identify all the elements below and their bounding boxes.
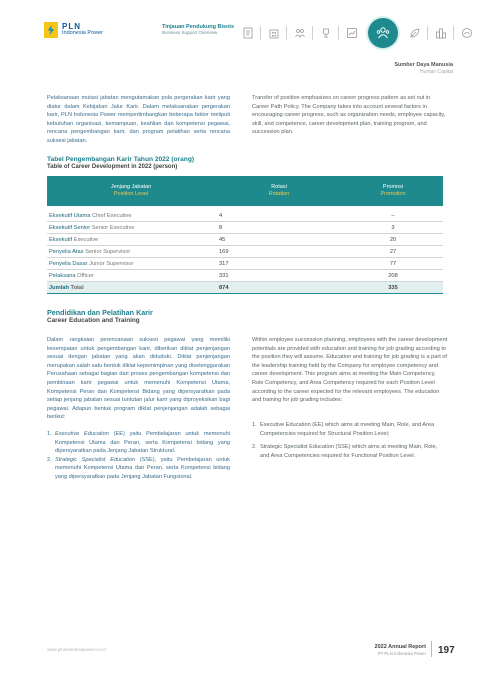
- table-row: Penyelia Atas Senior Supervisor 169 27: [47, 246, 443, 258]
- section-heading-en: Career Education and Training: [47, 317, 140, 324]
- intro-paragraph-id: Pelaksanaan mutasi jabatan mengutamakan pola pergerakan karir yang diatur dalam Kebijakan Jalur Karir. Dalam melaksanakan pergerakan karir, PLN Indonesia Power mempertimbangkan beberapa faktor meliputi kebutuhan organisasi, kemampuan, keahlian dan kompetensi pegawai, rencana pengembangan karir, dan program pelatihan serta rencana suksesi jabatan.: [47, 95, 230, 144]
- subsection-title-en: Human Capital: [419, 68, 453, 75]
- table-title-id: Tabel Pengembangan Karir Tahun 2022 (orang): [47, 156, 195, 163]
- people-icon[interactable]: [288, 22, 311, 45]
- table-title-en: Table of Career Development in 2022 (person): [47, 163, 178, 170]
- building-icon[interactable]: [262, 22, 285, 45]
- leaf-icon[interactable]: [403, 22, 426, 45]
- section-title-id: Tinjauan Pendukung Bisnis: [162, 24, 235, 30]
- nav-divider: [260, 26, 261, 40]
- table-header: [47, 176, 443, 206]
- section-title: [162, 24, 234, 35]
- footer-report-title: 2022 Annual Report: [374, 644, 426, 650]
- header-rotation: Rotasi Rotation: [268, 184, 290, 197]
- section-title-en: Business Support Overview: [162, 30, 218, 36]
- table-total-row: Jumlah Total 874 335: [47, 282, 443, 294]
- nav-divider: [286, 26, 287, 40]
- intro-paragraph-en: Transfer of position emphasizes on career progress pattern as set out in Career Path Policy. The Company takes into account several factors in encouraging career progress, such as organization needs, employee capacity, skill, and competence, career development plan, training program, and succession plan.: [252, 95, 446, 136]
- nav-divider: [312, 26, 313, 40]
- training-list-en: [252, 421, 448, 460]
- table-title: [47, 156, 194, 170]
- logo-subtitle: Indonesia Power: [62, 30, 103, 37]
- list-item: 2. Strategic Specialist Education (SSE) which aims at meeting Main, Role, and Area Competencies required for Functional Position Level.: [252, 444, 438, 459]
- city-icon[interactable]: [429, 22, 452, 45]
- training-paragraph-en: Within employee succession planning, employees with the career development potentials are provided with education and training for job grading according to the position they will assume. Education and training for job grading is a part of the leadership training held by the Company for employee competency and career development. This program aims at meeting the Main Competency, Role Competency, and Area Competency required for each Position Level according to the career expected for the relevant employees. The education and training for job grading includes:: [252, 337, 448, 404]
- career-development-table: [47, 176, 443, 294]
- chart-icon[interactable]: [340, 22, 363, 45]
- nav-divider: [338, 26, 339, 40]
- training-paragraph-id: Dalam rangkaian perencanaan suksesi pegawai yang memiliki kesempatan untuk pengembangan karir, diberikan diklat penjenjangan sesuai dengan jabatan yang akan diduduki. Diklat penjenjangan merupakan salah satu bentuk diklat kepemimpinan yang diselenggarakan Perusahaan sebagai bagian dari proses pengembangan kompetensi dan pembinaan karir pegawai untuk memenuhi Kompetensi Utama, Kompetensi Peran dan Kompetensi Bidang yang dipersyaratkan pada setiap jenjang jabatan sesuai tuntutan jalur karir yang diproyeksikan bagi pegawai. Adapun bentuk program diklat penjenjangan adalah sebagai berikut:: [47, 337, 230, 421]
- subsection-title: [394, 62, 453, 75]
- pln-logo[interactable]: [44, 22, 103, 38]
- list-item: 1. Executive Education (EE) yaitu Pembelajaran untuk memenuhi Kompetensi Utama dan Peran, serta Kompetensi bidang yang dipersyaratkan pada Jenjang Jabatan Struktural.: [47, 431, 230, 455]
- table-row: Eksekutif Executive 45 20: [47, 234, 443, 246]
- trophy-icon[interactable]: [314, 22, 337, 45]
- footer-company: PT PLN Indonesia Power: [377, 650, 426, 656]
- nav-divider: [427, 26, 428, 40]
- footer-url[interactable]: www.plnindonesiapower.co.id: [47, 647, 106, 652]
- footer-divider: [431, 641, 432, 657]
- chapter-nav: [236, 18, 478, 48]
- section-heading-id: Pendidikan dan Pelatihan Karir: [47, 308, 153, 317]
- table-row: Eksekutif Senior Senior Executive 8 3: [47, 222, 443, 234]
- list-item: 2. Strategic Specialist Education (SSE), yaitu Pembelajaran untuk memenuhi Kompetensi Utama dan Peran, serta Kompetensi bidang yang dipersyaratkan pada Jenjang Jabatan Fungsional.: [47, 456, 230, 480]
- table-row: Eksekutif Utama Chief Executive 4 –: [47, 210, 443, 222]
- training-list-id: [47, 430, 230, 482]
- logo-name: PLN: [62, 22, 81, 32]
- page-number: 197: [438, 645, 455, 656]
- human-capital-icon[interactable]: [368, 18, 398, 48]
- hands-icon[interactable]: [455, 22, 478, 45]
- subsection-title-id: Sumber Daya Manusia: [394, 62, 453, 68]
- section-heading: [47, 308, 153, 325]
- header-promotion: Promosi Promotion: [380, 184, 406, 197]
- page-header: [0, 0, 480, 58]
- footer-report-info: [375, 644, 426, 656]
- table-row: Penyelia Dasar Junior Supervisor 317 77: [47, 258, 443, 270]
- list-item: 1. Executive Education (EE) which aims at meeting Main, Role, and Area Competencies required for Structural Position Level;: [252, 422, 435, 437]
- document-icon[interactable]: [236, 22, 259, 45]
- nav-divider: [453, 26, 454, 40]
- table-row: Pelaksana Officer 331 208: [47, 270, 443, 282]
- header-position-level: Jenjang Jabatan Position Level: [110, 184, 152, 197]
- pln-logo-icon: [44, 22, 58, 38]
